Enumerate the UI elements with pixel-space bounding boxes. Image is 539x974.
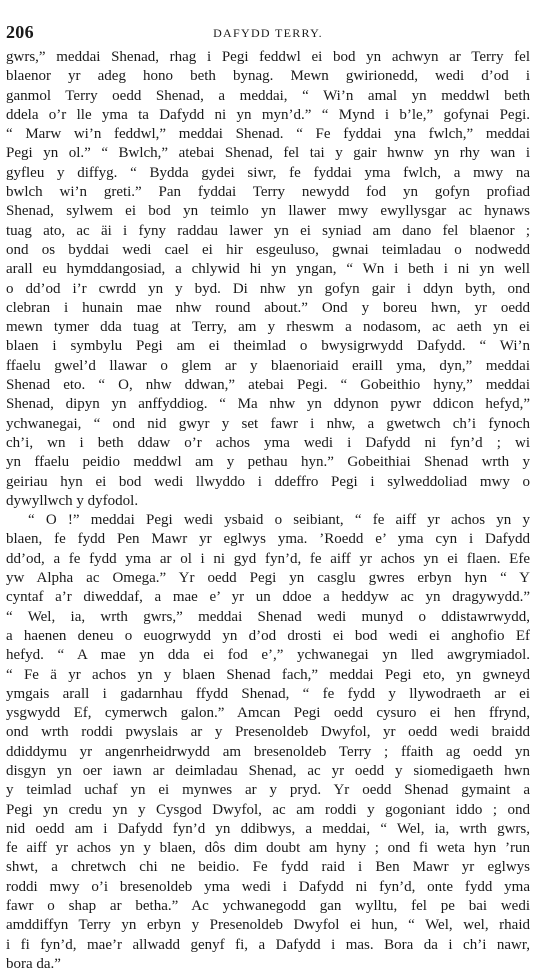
text-line: “ Wel, ia, wrth gwrs,” meddai Shenad wedi munyd o ddistawrwydd, [6, 608, 530, 625]
text-line: mewn tymer dda tuag at Terry, am y rheswm a nodasom, ac aeth yn ei [6, 319, 530, 336]
text-line: gyfleu y diffyg. “ Bydda gydei siwr, fe fyddai yma fwlch, a mwy na [6, 164, 530, 181]
text-line: ymgais arall i gadarnhau ffydd Shenad, “ fe fydd y llywodraeth ar ei [6, 685, 530, 702]
text-line: shwt, a chretwch chi ne beidio. Fe fydd raid i Ben Mawr yr eglwys [6, 859, 530, 876]
text-line: geiriau hyn ei bod wedi llwyddo i ddeffro Pegi i sylweddoliad mwy o [6, 473, 530, 490]
text-line: bwlch wi’n greti.” Pan fyddai Terry newydd fod yn gofyn profiad [6, 184, 530, 201]
text-line: blaenor yr adeg hono beth bynag. Mewn gwirionedd, wedi d’od i [6, 68, 530, 85]
text-line: a haenen deneu o euogrwydd yn d’od drosti ei bod wedi ei anghofio Ef [6, 627, 530, 644]
text-line: gwrs,” meddai Shenad, rhag i Pegi feddwl ei bod yn achwyn ar Terry fel [6, 49, 530, 65]
text-line: ond wrth roddi pwyslais ar y Presenoldeb Dwyfol, yr oedd wedi braidd [6, 724, 530, 741]
text-line: “ O !” meddai Pegi wedi ysbaid o seibiant, “ fe aiff yr achos yn y [28, 512, 530, 529]
text-line: “ Fe ä yr achos yn y blaen Shenad fach,” meddai Pegi eto, yn gwneyd [6, 666, 530, 683]
text-line: Shenad, sylwem ei bod yn teimlo yn llawer mwy ewyllysgar ac hynaws [6, 203, 530, 220]
text-line: yw Alpha ac Omega.” Yr oedd Pegi yn casglu gwres erbyn hyn “ Y [6, 570, 530, 587]
text-line: nid oedd am i Dafydd fyn’d yn ddibwys, a meddai, “ Wel, ia, wrth gwrs, [6, 820, 530, 837]
text-line: “ Marw wi’n feddwl,” meddai Shenad. “ Fe fyddai yna fwlch,” meddai [6, 126, 530, 143]
text-line: tuag ato, ac äi i fyny raddau lawer yn ei syniad am dano fel blaenor ; [6, 222, 530, 239]
text-line: ond os byddai wedi cael ei hir esgeuluso, gwnai teimladau o nodwedd [6, 241, 530, 258]
body-text [6, 48, 530, 974]
text-line: cyntaf a’r diweddaf, a mae e’ yr un ddoe a heddyw ac yn dragywydd.” [6, 589, 530, 606]
running-head: DAFYDD TERRY. [213, 26, 323, 40]
text-line: ysgwydd Ef, cymerwch galon.” Amcan Pegi oedd cysuro ei hen ffrynd, [6, 705, 530, 722]
text-line: Shenad eto. “ O, nhw ddwan,” atebai Pegi. “ Gobeithio hyny,” meddai [6, 377, 530, 394]
text-line: ddiddymu yr angenrheidrwydd am bresenoldeb Terry ; ffaith ag oedd yn [6, 743, 530, 760]
text-line: ganmol Terry oedd Shenad, a meddai, “ Wi’n amal yn meddwl beth [6, 87, 530, 104]
text-line: Pegi yn credu yn y Cysgod Dwyfol, ac am roddi y gogoniant iddo ; ond [6, 801, 530, 818]
page-header [6, 22, 530, 46]
text-line: i fi fyn’d, mae’r allwadd genyf fi, a Dafydd i mas. Bora da i ch’i nawr, [6, 936, 530, 953]
text-line: roddi mwy o’i bresenoldeb yma wedi i Dafydd ni fyn’d, onte fydd yma [6, 878, 530, 895]
text-line: ddela o’r lle yma ta Dafydd ni yn myn’d.” “ Mynd i b’le,” gofynai Pegi. [6, 106, 530, 123]
paragraph [6, 511, 530, 974]
page-number: 206 [6, 22, 34, 42]
text-line: blaen, fe fydd Pen Mawr yr eglwys yma. ’Roedd e’ yma cyn i Dafydd [6, 531, 530, 548]
text-line: fawr o shap ar betha.” Ac ychwanegodd gan wylltu, fel pe bai wedi [6, 898, 530, 915]
text-line: blaen i symbylu Pegi am ei theimlad o bwysigrwydd Dafydd. “ Wi’n [6, 338, 530, 355]
text-line: dywyllwch y dyfodol. [6, 492, 139, 509]
text-line: bora da.” [6, 955, 61, 972]
text-line: arall eu hymddangosiad, a chlywid hi yn yngan, “ Wn i beth i ni yn well [6, 261, 530, 278]
text-line: y teimlad uchaf yn ei mynwes ar y pryd. Yr oedd Shenad gymaint a [6, 782, 530, 799]
text-line: ffaelu gwel’d llawar o glem ar y blaenoriaid eraill yma, dyn,” meddai [6, 357, 530, 374]
text-line: yn ffaelu peidio meddwl am y pethau hyn.” Gobeithiai Shenad wrth y [6, 454, 530, 471]
text-line: hefyd. “ A mae yn dda ei fod e’,” ychwanegai yn lled awgrymiadol. [6, 647, 530, 664]
text-line: ch’i, wn i beth ddaw o’r achos yma wedi i Dafydd ni fyn’d ; wi [6, 434, 530, 451]
text-line: ychwanegai, “ ond nid gwyr y set fawr i nhw, a gwetwch ch’i fynoch [6, 415, 530, 432]
paragraph [6, 48, 530, 511]
text-line: fe aiff yr achos yn y blaen, dôs dim doubt am hyny ; ond fi weta hyn ’run [6, 840, 530, 857]
text-line: Pegi yn ol.” “ Bwlch,” atebai Shenad, fel tai y gair hwnw yn rhy wan i [6, 145, 530, 162]
text-line: dd’od, a fe fydd yma ar ol i ni gyd fyn’d, fe aiff yr achos yn ei flaen. Efe [6, 550, 530, 567]
text-line: Shenad, dipyn yn anffyddiog. “ Ma nhw yn ddynon pywr ddicon hefyd,” [6, 396, 530, 413]
text-line: clebran i hunain mae nhw round about.” Ond y boreu hwn, yr oedd [6, 299, 530, 316]
text-line: amddiffyn Terry yn erbyn y Presenoldeb Dwyfol ei hun, “ Wel, wel, rhaid [6, 917, 530, 934]
text-line: disgyn yn oer iawn ar deimladau Shenad, ac yr oedd y siomedigaeth hwn [6, 762, 530, 779]
text-line: o dd’od i’r cwrdd yn y byd. Di nhw yn gofyn gair i ddyn byth, ond [6, 280, 530, 297]
